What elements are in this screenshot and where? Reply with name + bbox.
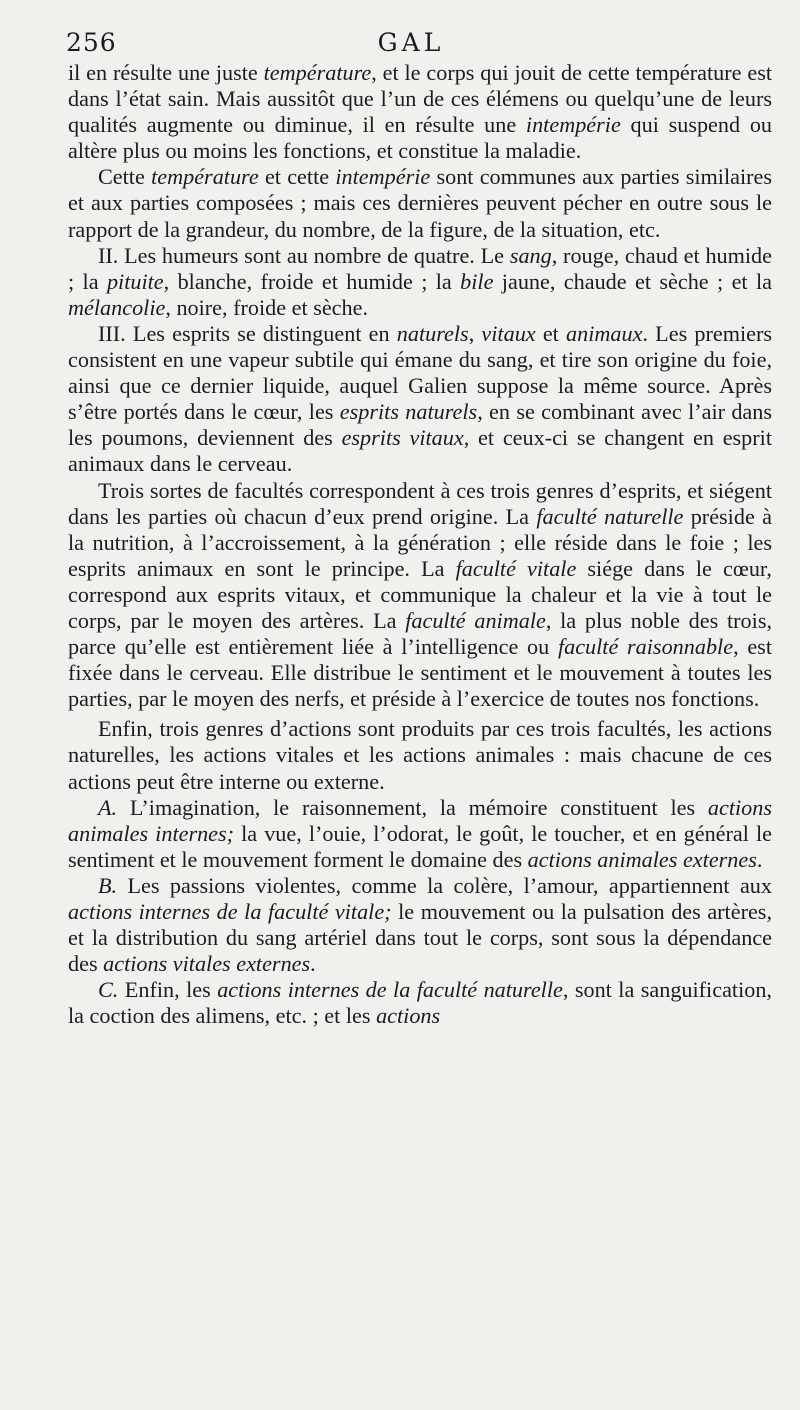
italic-text: A. [98,794,118,820]
text-run: . Les premiers consistent en une vapeur subtile qui émane du sang, et tire son origine du foie, ainsi que ce dernier liquide, auquel Galien suppose la même source. Après s’être portés dans le cœur, les [68,320,772,425]
italic-text: actions animales externes [527,846,757,872]
italic-text: vitaux [481,320,536,346]
italic-text: sang [509,242,552,268]
text-run: , rouge, chaud et humide ; la [68,242,772,294]
italic-text: faculté animale [405,607,546,633]
text-run: , [468,320,482,346]
italic-text: mélancolie [68,294,166,320]
text-run: il en résulte une juste [68,60,264,85]
text-run: Les passions violentes, comme la colère, l’amour, appartiennent aux [117,872,772,898]
page-number: 256 [66,28,117,57]
italic-text: animaux [566,320,643,346]
italic-text: actions internes de la faculté naturelle [217,977,563,1003]
italic-text: pituite [106,268,164,294]
text-run: . [310,951,316,977]
text-run: Trois sortes de facultés correspondent à ces trois genres d’esprits, et siégent dans les parties où chacun d’eux prend origine. La [68,477,772,529]
text-run: , et le corps qui jouit de cette température est dans l’état sain. Mais aussitôt que l’un de ces élémens ou quelqu’une de leurs qualités augmente ou diminue, il en résulte une [68,60,772,138]
text-run: jaune, chaude et sèche ; et la [493,268,772,294]
italic-text: faculté naturelle [536,503,684,529]
paragraph [68,164,772,242]
text-run: la vue, l’ouie, l’odorat, le goût, le toucher, et en général le sentiment et le mouvement forment le domaine des [68,820,772,872]
text-run: II. Les humeurs sont au nombre de quatre. Le [98,242,510,268]
text-run: , blanche, froide et humide ; la [163,268,461,294]
text-run: préside à la nutrition, à l’accroissement, à la génération ; elle réside dans le foie ; les esprits animaux en sont le principe. La [68,503,772,581]
paragraph [68,478,772,713]
paragraph [68,243,772,321]
text-run: sont communes aux parties similaires et aux parties composées ; mais ces dernières peuvent pécher en outre sous le rapport de la grandeur, du nombre, de la figure, de la situation, etc. [68,164,773,242]
italic-text: B. [98,872,118,898]
text-run: Enfin, trois genres d’actions sont produits par ces trois facultés, les actions naturelles, les actions vitales et les actions animales : mais chacune de ces actions peut être interne ou externe. [68,716,772,794]
italic-text: température [263,60,372,85]
italic-text: intempérie [525,112,621,138]
text-run: siége dans le cœur, correspond aux esprits vitaux, et communique la chaleur et la vie à tout le corps, par le moyen des artères. La [68,555,772,633]
italic-text: actions animales internes; [68,794,772,846]
paragraph [68,716,772,794]
italic-text: actions vitales externes [103,951,311,977]
text-run: III. Les esprits se distinguent en [98,320,397,346]
italic-text: naturels [396,320,469,346]
paragraph [68,795,772,873]
italic-text: C. [98,977,119,1003]
text-run: L’imagination, le raisonnement, la mémoire constituent les [117,794,708,820]
text-run: Cette [98,164,152,190]
text-run: , en se combinant avec l’air dans les poumons, deviennent des [68,399,773,451]
paragraph [68,873,772,977]
italic-text: esprits vitaux [341,425,464,451]
text-run: , et ceux-ci se changent en esprit animaux dans le cerveau. [68,425,772,477]
italic-text: actions [376,1003,441,1029]
italic-text: bile [460,268,494,294]
text-run: et cette [258,164,336,190]
text-run: , noire, froide et sèche. [165,294,369,320]
italic-text: intempérie [335,164,431,190]
text-run: qui suspend ou altère plus ou moins les fonctions, et constitue la maladie. [68,112,773,164]
text-run: , sont la sanguification, la coction des alimens, etc. ; et les [68,977,772,1029]
italic-text: faculté vitale [455,555,577,581]
italic-text: faculté raisonnable [557,634,734,660]
text-run: , est fixée dans le cerveau. Elle distribue le sentiment et le mouvement à toutes les parties, par le moyen des nerfs, et préside à l’exercice de toutes nos fonctions. [68,634,772,712]
italic-text: actions internes de la faculté vitale; [68,899,392,924]
text-run: et [535,320,567,346]
text-run: . [756,846,763,872]
text-run: le mouvement ou la pulsation des artères, et la distribution du sang artériel dans tout le corps, sont sous la dépendance des [68,899,772,977]
text-run: , la plus noble des trois, parce qu’elle est entièrement liée à l’intelligence ou [68,607,772,660]
italic-text: température [151,164,259,190]
paragraph [68,60,772,164]
italic-text: esprits naturels [339,399,478,425]
running-head: GAL [377,28,445,57]
text-run: Enfin, les [118,977,218,1003]
text-body [68,60,772,1029]
paragraph [68,321,772,478]
page-header [66,28,756,60]
paragraph [68,977,772,1029]
